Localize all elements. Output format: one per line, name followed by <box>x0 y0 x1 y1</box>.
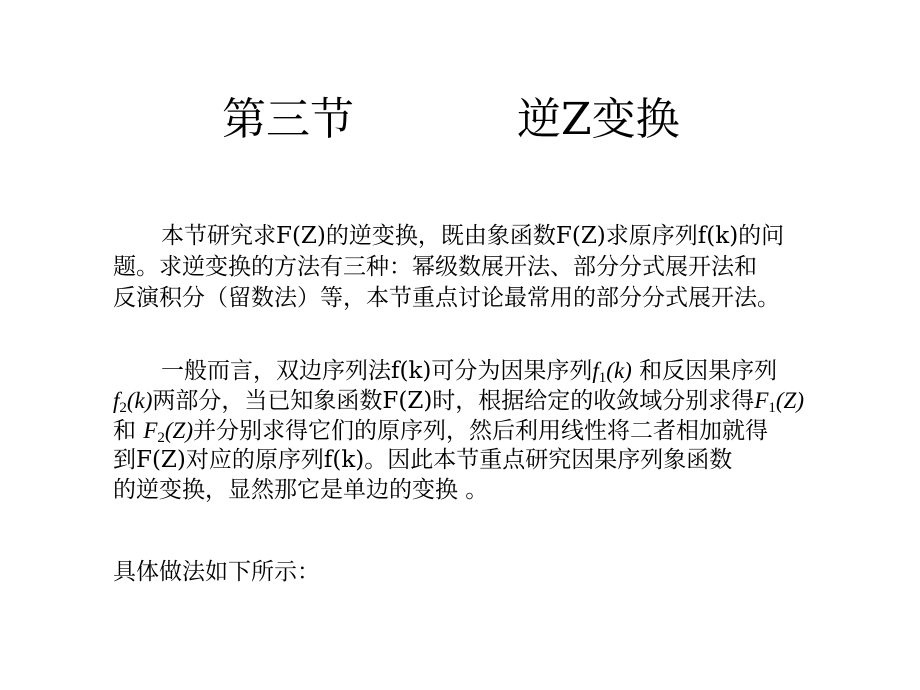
method-intro-paragraph <box>113 557 853 588</box>
formula-f2-k: $f_2(k)$ <box>113 388 153 416</box>
title-section-number: 第三节 <box>222 94 354 145</box>
explanation-line-3-text-b: 并分别求得它们的原序列，然后利用线性将二者相加就得 <box>193 418 768 444</box>
explanation-line-1-text-a: 一般而言，双边序列法f(k)可分为因果序列 <box>161 358 593 384</box>
explanation-line-3-text-a: 和 <box>113 418 144 444</box>
explanation-line-1 <box>113 355 853 385</box>
formula-F2-Z: $F_2(Z)$ <box>143 418 193 446</box>
intro-line-3: 反演积分（留数法）等，本节重点讨论最常用的部分分式展开法。 <box>113 285 780 311</box>
explanation-line-4: 到F(Z)对应的原序列f(k)。因此本节重点研究因果序列象函数 <box>113 447 733 473</box>
title-topic: 逆Z变换 <box>517 94 680 145</box>
intro-line-1: 本节研究求F(Z)的逆变换，既由象函数F(Z)求原序列f(k)的问 <box>161 223 785 249</box>
method-intro-line: 具体做法如下所示： <box>113 559 320 585</box>
explanation-line-5: 的逆变换，显然那它是单边的变换 。 <box>113 477 489 503</box>
explanation-line-2-text: 两部分，当已知象函数F(Z)时，根据给定的收敛域分别求得 <box>152 388 755 414</box>
intro-line-2: 题。求逆变换的方法有三种：幂级数展开法、部分分式展开法和 <box>113 254 757 280</box>
explanation-line-3 <box>113 415 853 445</box>
explanation-line-2 <box>113 385 853 415</box>
formula-F1-Z: $F_1(Z)$ <box>754 388 804 416</box>
intro-paragraph <box>113 221 853 314</box>
formula-f1-k: $f_1(k)$ <box>592 358 632 386</box>
explanation-paragraph <box>113 355 853 505</box>
explanation-line-1-text-b: 和反因果序列 <box>631 358 778 384</box>
slide-title <box>0 88 920 152</box>
